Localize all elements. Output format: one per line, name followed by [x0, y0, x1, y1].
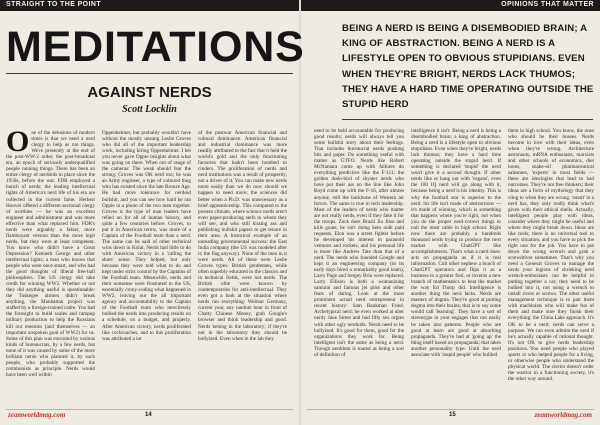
- body-column-6: [508, 128, 594, 404]
- left-footer-rule: [6, 409, 293, 410]
- article-headline: MEDITATIONS: [6, 23, 305, 71]
- deck-rule: [342, 119, 593, 120]
- right-section-kicker: OPINIONS THAT MATTER: [501, 1, 594, 8]
- body-column-2: [102, 130, 191, 404]
- body-column-5: [411, 128, 501, 404]
- column-1-text: ne of the delusions of modern times is that we need a nerd clergy to help us run things. We're presently at the end of the post-WW-2 order, the post-broadcast era, an epoch of seriously underqualified people running things. There has been an entire clergy of nerdoids in place since the 1950s, before the war. FDR employed a bunch of nerds; the leading intellectual lights of America's nerd life of his era are collected in the current fame. Herbert Hoover offered a different sectional clergy of worthies — he was an excellent engineer and administrator and was more effective than what replaced him. FDR's nerds were arguably a fakier, more flamboyant version than the more legit nerds, but they were at least competent. You know who didn't have a Great Depression? Kenneth George and other intellectual lights; a man who knows that people who were once smart, and who had the good thoughts of liberal free-ball philosophers. The US clergy did take credit for winning WW2. Whether or not they did anything useful is questionable: the Tuskegee airmen didn't break anything, the Manhattan project was staffed by a foreign-trained cadre. You had the foresight to build scales and rampup military production to help the Russians kill our enemies (and themselves — an important unspoken goal of WW2) for us. Some of this plan was executed by various kinds of bureaucrats, by a few nerds, but none of it was caused by some of the more brilliant nerds who planned it, by such people, who probably supported the communists as principle. Nerds would have been well within: [6, 130, 95, 378]
- left-page-number: 14: [145, 412, 152, 418]
- headline-rule: [6, 73, 293, 74]
- left-section-kicker: STRAIGHT TO THE POINT: [6, 1, 101, 8]
- left-footer-site[interactable]: zeamworldmag.com: [8, 411, 66, 419]
- column-3-text: of the postwar American financial and cultural dominance. American financial and industrial dominance was more readily attributed to the fact that it held the world's gold and the only functioning factories that hadn't been bombed to cinders. The proliferation of nerds and nerd institutions was a result of prosperity, not a driver of it. You can make new nerds more easily than we do now should we happen to need more; the sciences did better when a Ph.D. was unnecessary as a brief apprenticeship. This compared to the present climate, where science nerds aren't even paper-producing serfs to whom they will see, and who still kissing ass and publishing bullshit papers to get tenure in their area. A historical example of an unreading governmental success: the East India company (the US was modeled after it; the flag anyway). None of the men in it were nerds. All of these were Leslie Groves types: British gentlemen, while often superbly educated in the classics and in technical fields, were not nerds. The British elite were known by contemporaries for anti-intellectual. They even got a look at the situation where nerds run everything: Weimar Germany, current year, any random hour in front of Chatty Chinese Money, grab Google's browser and think leadership and good. Nerds belong in the laboratory; if they're not in the laboratory they should be bullyized. Even when in the lab they: [198, 130, 287, 342]
- body-column-3: [198, 130, 287, 404]
- column-2-text: Oppenheimer, but probably wouldn't have without the mostly unsung Leslie Groves who did all of the important leadership work, including hiring Oppenheimer. I bet you never gave Oppie insights about what was going on there. When out of range of the cameras: The weak should fear the strong. Groves was OK nerd too; he was an Army engineer, a type of cultured thug who has existed since the late Bronze Age. He had more tolerance for nerdoid bullshit, and you can see how hard he ran Oppie in a photo of the two men together. Groves is the type of man leaders have relied on for all of human history, and quite a few centuries before. Groves, to put it in American terms, was more of a Captain of the Football team than a nerd. The same can be said of other technical wins down in Kolat, Nerds had little to do with American victory in a 'calling the shots' sense. They helped, but only because they were told what to do and kept under strict control by the Captains of the Football team. Meanwhile, nerds and their nonsense were frustrated in the US, essentially crony-coding what happened in WW2, leaving out the all important agency and accountability to the Captain of the Football team who mercilessly bullied the nerds into producing results on a schedule, on a budget, and properly. After American victory, nerds proliferated like cockroaches, and to this proliferation was attributed a lot: [102, 130, 191, 342]
- right-header-bar: [301, 0, 600, 11]
- column-5-text: intelligence it isn't. Being a nerd is being a disembodied brain; a king of abstraction. Being a nerd is a lifestyle open to obvious stupidians. Even when they're bright, nerds lack thumos; they have a hard time operating outside the stupid herd. If something is declared 'stupid' the nerd won't give it a second thought. If other nerds like or hang out with 'vegans', even the 100 IQ nerd will go along with it, because being a nerd is his identity. This is why the football star is superior to the nerd: his life isn't made of abstractions — it's made of winning, which is something that happens where you're right, not when you do the proper nerd-correct things to nail the most cable in high school. Right now there are probably a hundreds thousand nerds trying to produce the next market with ChatGPT like accomplishments. That's what a nerd does: acts on propaganda as if it is real information. Cult other nephew a bunch of ChatGPT operators and flips it as a business to a greater fool, or invents a new branch of mathematics to beat the market the way Ed Thorp did. Intelligence is another thing the nerd lacks. Nerds are masters of dogma. They're good at putting dogma into their brains; that is to say some would call 'learning'. They have a sort of stereotype in your engages that can easily be taken into patterns. People who are good at learn are good at absorbing propaganda. They're bad at 'going up' the thing itself based on propaganda; that takes another personality type. Until the nerd associate with 'stupid people' who bullied: [411, 128, 501, 358]
- body-column-4: [314, 128, 404, 404]
- article-byline: Scott Locklin: [122, 104, 177, 115]
- right-footer-site[interactable]: zeamworldmag.com: [534, 411, 592, 419]
- right-footer-rule: [307, 409, 594, 410]
- left-header-bar: [0, 0, 299, 11]
- right-page-number: 15: [449, 412, 456, 418]
- body-column-1: [6, 130, 95, 404]
- column-6-text: them in high school. You know, the ones who should be their bosses. Nerds become in love with their ideas, even when they're wrong. Architecture astronauts, mRNA enthusiasts, marxists and other schools of economics, diet loons, snake-oil pharmaceutical salesmen, 'experts' in most fields — these are ideologies that lead to bad outcomes. They're not free thinkers; their ideas are a form of mythology that they cling to when they are wrong. 'smart' in a nerd has, they only really think what's given with their ethical shells. Actually, intelligent people play with ideas, consider where they might be useful and where they might break down. Ideas are like tools; there is no universal tool to every situation, and you have to pick the right one for the job. You have to put down the wrong wrench and grab a screwdriver sometimes. That's why you need a General Groves to manage the nerds your legions of shrieking nerd wrench-enthusiasts can be helpful in putting together a car; they need to be bullied into it, not using a wrench to install rivets or screws. The other useful management technique is to pair them with machinists who will make fun of them and make sure they finish their everything: the China Lake approach. It's OK to be a nerd; nerds can serve a purpose. We can even admire the nerd if he's actually capable of rational thought. It's not OK to give nerds leadership positions. You need people who played sports or who helped people for a living, or otherwise people who understand the physical world. The clerics doesn't order the warrior in a functioning society, it's the other way around.: [508, 128, 594, 382]
- column-4-text: need to be held accountable for producing good results; nerds will always tell you some bullshit story about their feelings. That includes bureaucrat nerds pushing bits and paper. Do something useful with matter as GTFO. Nerds like Robert McNamara come up with failures do everything predictive like the F-111; the golden dodo-bird of shyster nerds who have put their ass on the line like John Boyd come up with the F-16, after almost anyone, still the backbone of Western air forces. The same is true in tech leadership. Most of the leaders of nerds who matter are not really nerds, even if they fake it for the troops. Zuck does Brazil Jiu Jitsu and kills goats; he isn't doing keto oolk paid requests. Elon was a street fighter before he developed his interest in paranoid ventures and rockets, and his personal life is more like Andrew Tate than that of a nerd. The nerds who founded Google and kept it an engineering company (in its early days hired a remarkably good team), Larry Page and Sergey Brin were replaced. Larry Ellison is both a womanizing samurai and famous jet pilot and other feats of daring. Look at the most prominent actual nerd entrepreneur in recent history: Sam Bankman Fried. Archetypical nerd; he even worked at uber nerdy Jane Street and had fifty sex orgies with other ugly nerdoids. Nerds need to be bullyized. It's good for them, good for the organizations they work for. Being intelligent isn't the same as being a nerd. Though nerddom is touted as being a sort of definition of: [314, 128, 404, 358]
- drop-cap: O: [6, 130, 30, 158]
- pull-quote-deck: BEING A NERD IS BEING A DISEMBODIED BRAIN; A KING OF ABSTRACTION. BEING A NERD IS A LIFESTYLE OPEN TO OBVIOUS STUPIDIANS. EVEN WHEN THEY'RE BRIGHT, NERDS LACK THUMOS; THEY HAVE A HARD TIME OPERATING OUTSIDE THE STUPID HERD: [342, 23, 594, 111]
- article-subhead: AGAINST NERDS: [87, 84, 212, 101]
